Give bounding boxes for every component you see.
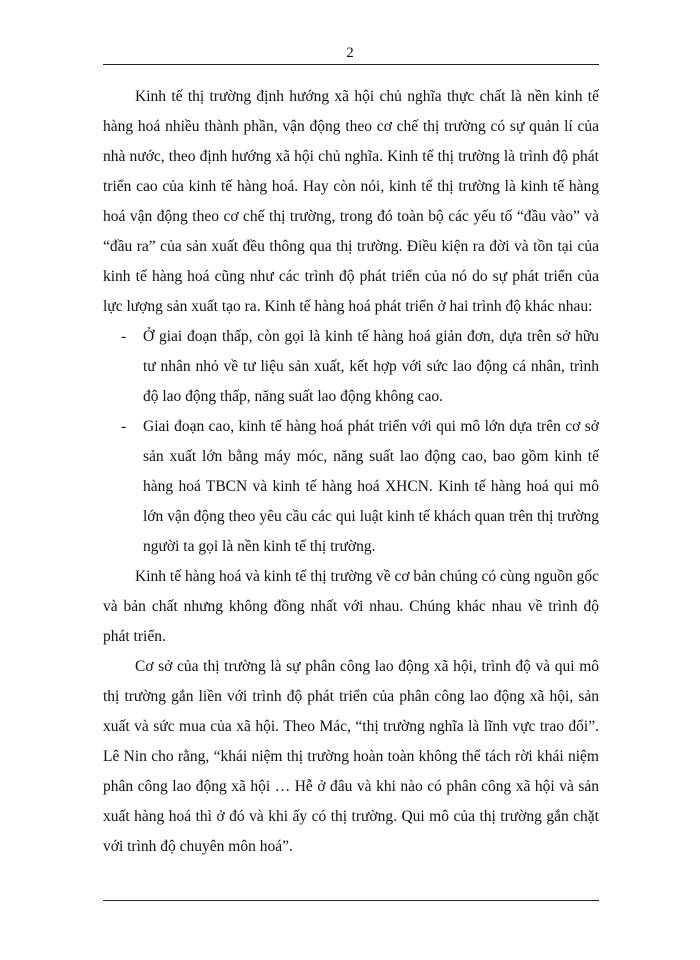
header-rule [103,64,599,65]
footer-rule [103,900,599,901]
bullet-text: Giai đoạn cao, kinh tế hàng hoá phát triển với qui mô lớn dựa trên cơ sở sản xuất lớn bằng máy móc, năng suất lao động cao, bao gồm kinh tế hàng hoá TBCN và kinh tế hàng hoá XHCN. Kinh tế hàng hoá qui mô lớn vận động theo yêu cầu các qui luật kinh tế khách quan trên thị trường người ta gọi là nền kinh tế thị trường. [143,418,599,555]
bullet-marker: - [121,418,127,435]
bullet-item-low-stage [103,322,599,412]
body-text [103,82,599,862]
paragraph-market-basis: Cơ sở của thị trường là sự phân công lao động xã hội, trình độ và qui mô thị trường gắn liền với trình độ phát triển của phân công lao động xã hội, sản xuất và sức mua của xã hội. Theo Mác, “thị trường nghĩa là lĩnh vực trao đổi”. Lê Nin cho rằng, “khái niệm thị trường hoàn toàn không thể tách rời khái niệm phân công lao động xã hội … Hễ ở đâu và khi nào có phân công xã hội và sản xuất hàng hoá thì ở đó và khi ấy có thị trường. Qui mô của thị trường gắn chặt với trình độ chuyên môn hoá”. [103,658,599,855]
bullet-list [103,322,599,562]
bullet-marker: - [121,328,127,345]
page-number: 2 [346,45,354,61]
paragraph-comparison: Kinh tế hàng hoá và kinh tế thị trường về cơ bản chúng có cùng nguồn gốc và bản chất nhưng không đồng nhất với nhau. Chúng khác nhau về trình độ phát triển. [103,568,599,645]
paragraph-intro: Kinh tế thị trường định hướng xã hội chủ nghĩa thực chất là nền kinh tế hàng hoá nhiều thành phần, vận động theo cơ chế thị trường có sự quản lí của nhà nước, theo định hướng xã hội chủ nghĩa. Kinh tế thị trường là trình độ phát triển cao của kinh tế hàng hoá. Hay còn nói, kinh tế thị trường là kinh tế hàng hoá vận động theo cơ chế thị trường, trong đó toàn bộ các yếu tố “đầu vào” và “đầu ra” của sản xuất đều thông qua thị trường. Điều kiện ra đời và tồn tại của kinh tế hàng hoá cũng như các trình độ phát triển của nó do sự phát triển của lực lượng sản xuất tạo ra. Kinh tế hàng hoá phát triển ở hai trình độ khác nhau: [103,88,599,315]
bullet-text: Ở giai đoạn thấp, còn gọi là kinh tế hàng hoá giản đơn, dựa trên sở hữu tư nhân nhỏ về tư liệu sản xuất, kết hợp với sức lao động cá nhân, trình độ lao động thấp, năng suất lao động không cao. [143,328,599,405]
bullet-item-high-stage [103,412,599,562]
